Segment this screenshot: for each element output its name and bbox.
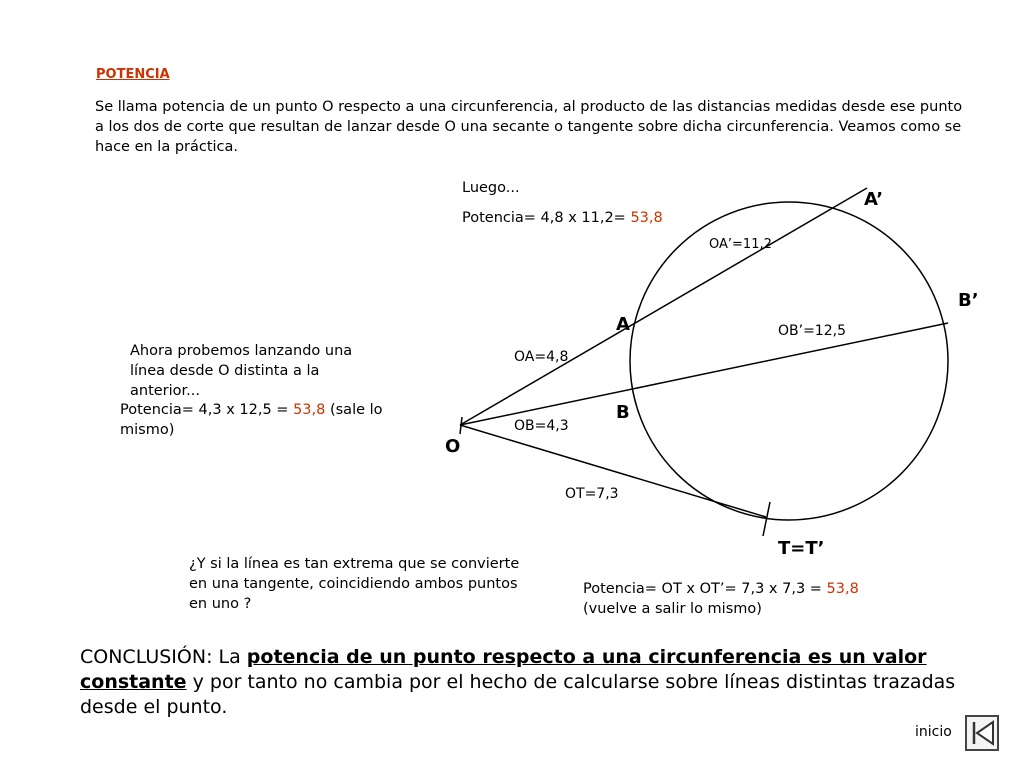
segment-OA-label: OA=4,8 <box>514 349 569 365</box>
skip-to-start-icon <box>967 717 997 749</box>
segment-OT-label: OT=7,3 <box>565 486 619 502</box>
secant2-power-suffix: (sale lo mismo) <box>120 402 383 438</box>
page-title: POTENCIA <box>96 67 170 82</box>
home-link[interactable]: inicio <box>915 724 952 740</box>
tangent-power <box>583 579 863 619</box>
secant2-power-prefix: Potencia= 4,3 x 12,5 = <box>120 402 294 418</box>
secant1-power-prefix: Potencia= 4,8 x 11,2= <box>462 210 631 226</box>
conclusion-emphasis-2: constante <box>80 671 187 693</box>
conclusion-suffix: y por tanto no cambia por el hecho de calcularse sobre líneas distintas trazadas desde el punto. <box>80 671 956 718</box>
point-T-label: T=T’ <box>778 538 825 559</box>
point-O-tick <box>460 417 462 434</box>
conclusion-prefix: CONCLUSIÓN: La <box>80 646 247 668</box>
circumference <box>630 202 948 520</box>
point-A-prime-label: A’ <box>864 189 884 210</box>
point-O-label: O <box>445 436 461 457</box>
secant-line-b <box>460 323 948 425</box>
point-A-label: A <box>616 314 630 335</box>
segment-OB-prime-label: OB’=12,5 <box>778 323 846 339</box>
tangent-question: ¿Y si la línea es tan extrema que se convierte en una tangente, coincidiendo ambos puntos en uno ? <box>189 556 520 612</box>
first-slide-button[interactable] <box>965 715 999 751</box>
segment-OA-prime-label: OA’=11,2 <box>709 237 772 252</box>
tangent-power-suffix: (vuelve a salir lo mismo) <box>583 601 762 617</box>
tangent-power-value: 53,8 <box>826 581 859 597</box>
conclusion-emphasis-1: potencia de un punto respecto a una circunferencia es un valor <box>246 646 927 668</box>
secant2-prompt: Ahora probemos lanzando una línea desde O distinta a la anterior... <box>130 343 353 399</box>
point-B-prime-label: B’ <box>958 290 979 311</box>
secant2-power-value: 53,8 <box>293 402 326 418</box>
segment-OB-label: OB=4,3 <box>514 418 569 434</box>
intro-paragraph: Se llama potencia de un punto O respecto a una circunferencia, al producto de las distancias medidas desde ese punto a los dos de corte que resultan de lanzar desde O una secante o tangente sobre dicha circunferencia. Veamos como se hace en la práctica. <box>95 99 963 155</box>
tangent-line <box>460 425 766 517</box>
tangent-power-prefix: Potencia= OT x OT’= 7,3 x 7,3 = <box>583 581 827 597</box>
point-B-label: B <box>616 402 630 423</box>
conclusion-paragraph <box>80 645 995 720</box>
secant1-power <box>462 208 663 228</box>
secant1-power-value: 53,8 <box>630 210 663 226</box>
luego-text: Luego... <box>462 180 520 196</box>
secant2-power <box>120 400 410 440</box>
